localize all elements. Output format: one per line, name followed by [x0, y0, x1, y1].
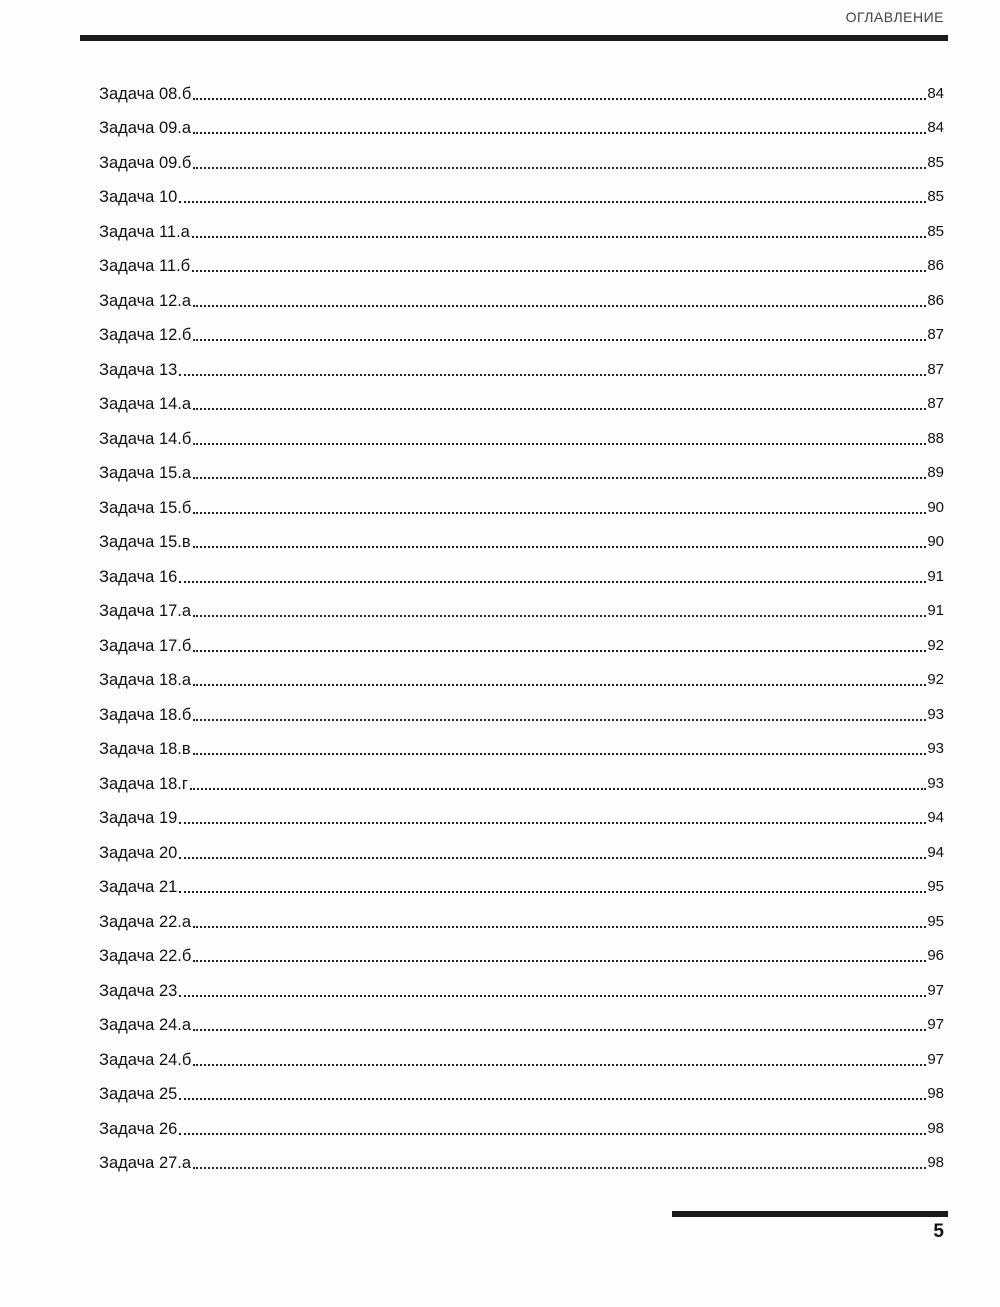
toc-entry[interactable]	[99, 897, 944, 932]
toc-entry-page: 97	[927, 1016, 944, 1033]
toc-dot-leader	[193, 305, 926, 307]
toc-dot-leader	[193, 443, 926, 445]
toc-dot-leader	[179, 374, 926, 376]
toc-entry-page: 97	[927, 981, 944, 999]
toc-dot-leader	[193, 408, 926, 410]
toc-dot-leader	[193, 477, 926, 479]
toc-dot-leader	[179, 995, 926, 997]
toc-entry-title: Задача 24.б	[99, 1050, 192, 1069]
toc-entry-title: Задача 08.б	[99, 84, 192, 103]
toc-entry-page: 84	[927, 84, 944, 102]
toc-entry-page: 95	[927, 912, 944, 930]
toc-entry[interactable]	[99, 1035, 944, 1070]
toc-entry-page: 90	[927, 498, 944, 516]
toc-dot-leader	[193, 753, 927, 755]
toc-entry-title: Задача 11.б	[99, 257, 191, 275]
footer-rule	[672, 1211, 948, 1217]
toc-entry-title: Задача 15.б	[99, 498, 192, 517]
page-number: 5	[933, 1221, 944, 1242]
toc-entry-title: Задача 12.а	[99, 291, 192, 310]
toc-dot-leader	[193, 926, 926, 928]
toc-entry-page: 92	[927, 636, 944, 654]
toc-entry-title: Задача 16	[99, 567, 178, 586]
toc-entry[interactable]	[99, 345, 944, 380]
toc-entry-page: 87	[927, 360, 944, 378]
toc-dot-leader	[179, 857, 926, 859]
toc-entry-title: Задача 19	[99, 809, 178, 827]
toc-entry-title: Задача 15.а	[99, 464, 192, 482]
toc-dot-leader	[179, 1098, 926, 1100]
running-header: ОГЛАВЛЕНИЕ	[845, 9, 944, 25]
toc-dot-leader	[193, 615, 926, 617]
toc-entry-page: 91	[927, 567, 944, 585]
header-rule	[80, 35, 948, 41]
toc-entry-page: 98	[927, 1085, 944, 1102]
toc-entry[interactable]	[99, 828, 944, 863]
toc-dot-leader	[193, 339, 926, 341]
toc-dot-leader	[193, 546, 927, 548]
toc-entry-page: 87	[927, 395, 944, 412]
toc-entry[interactable]	[99, 587, 944, 622]
toc-entry[interactable]	[99, 242, 944, 277]
toc-dot-leader	[179, 581, 926, 583]
toc-entry-title: Задача 18.в	[99, 740, 191, 758]
toc-entry[interactable]	[99, 690, 944, 725]
toc-entry-title: Задача 12.б	[99, 326, 192, 344]
toc-entry-page: 98	[927, 1154, 944, 1171]
toc-dot-leader	[193, 512, 926, 514]
toc-entry-page: 87	[927, 326, 944, 343]
toc-entry-title: Задача 11.а	[99, 222, 190, 241]
toc-dot-leader	[179, 1133, 926, 1135]
toc-entry-page: 84	[927, 119, 944, 136]
toc-entry-title: Задача 18.а	[99, 671, 192, 689]
toc-entry-title: Задача 26	[99, 1119, 178, 1138]
toc-dot-leader	[192, 270, 926, 272]
toc-entry[interactable]	[99, 552, 944, 587]
toc-entry[interactable]	[99, 483, 944, 518]
toc-entry[interactable]	[99, 414, 944, 449]
toc-entry-page: 94	[927, 809, 944, 826]
toc-entry[interactable]	[99, 1001, 944, 1036]
toc-entry-page: 86	[927, 291, 944, 309]
toc-entry-title: Задача 18.б	[99, 705, 192, 724]
toc-entry-page: 97	[927, 1050, 944, 1068]
toc-dot-leader	[193, 684, 926, 686]
toc-entry[interactable]	[99, 311, 944, 346]
toc-entry[interactable]	[99, 932, 944, 967]
toc-entry[interactable]	[99, 518, 944, 553]
toc-entry-page: 96	[927, 947, 944, 964]
toc-entry-page: 93	[927, 740, 944, 757]
toc-entry-title: Задача 22.а	[99, 912, 192, 931]
toc-entry[interactable]	[99, 794, 944, 829]
toc-entry-page: 91	[927, 602, 944, 619]
toc-entry-page: 93	[927, 774, 944, 792]
toc-entry[interactable]	[99, 863, 944, 898]
table-of-contents	[99, 69, 944, 1173]
toc-dot-leader	[193, 167, 926, 169]
toc-entry-title: Задача 24.а	[99, 1016, 192, 1034]
toc-entry-page: 85	[927, 188, 944, 205]
toc-entry-title: Задача 15.в	[99, 533, 191, 551]
toc-entry-title: Задача 17.б	[99, 636, 192, 655]
toc-dot-leader	[193, 650, 926, 652]
toc-entry-page: 86	[927, 257, 944, 274]
toc-entry-title: Задача 09.а	[99, 119, 192, 137]
toc-entry[interactable]	[99, 380, 944, 415]
toc-dot-leader	[193, 1064, 926, 1066]
toc-entry[interactable]	[99, 449, 944, 484]
toc-entry-page: 94	[927, 843, 944, 861]
toc-entry-title: Задача 21	[99, 878, 178, 896]
toc-dot-leader	[193, 1029, 926, 1031]
toc-entry-title: Задача 23	[99, 981, 178, 1000]
toc-entry[interactable]	[99, 621, 944, 656]
toc-dot-leader	[193, 1167, 926, 1169]
toc-entry[interactable]	[99, 138, 944, 173]
toc-entry-page: 98	[927, 1119, 944, 1137]
toc-entry-page: 85	[927, 153, 944, 171]
toc-entry[interactable]	[99, 759, 944, 794]
toc-entry-page: 92	[927, 671, 944, 688]
toc-entry-title: Задача 17.а	[99, 602, 192, 620]
toc-entry-title: Задача 14.а	[99, 395, 192, 413]
toc-entry-title: Задача 10	[99, 188, 178, 206]
toc-entry[interactable]	[99, 1139, 944, 1174]
toc-entry-title: Задача 20	[99, 843, 178, 862]
toc-entry[interactable]	[99, 69, 944, 104]
toc-entry-title: Задача 27.а	[99, 1154, 192, 1172]
toc-entry-page: 90	[927, 533, 944, 550]
toc-dot-leader	[193, 960, 926, 962]
toc-entry-page: 93	[927, 705, 944, 723]
toc-entry[interactable]	[99, 276, 944, 311]
toc-entry[interactable]	[99, 1104, 944, 1139]
toc-entry-page: 88	[927, 429, 944, 447]
toc-entry[interactable]	[99, 966, 944, 1001]
toc-entry-title: Задача 14.б	[99, 429, 192, 448]
toc-entry[interactable]	[99, 656, 944, 691]
toc-dot-leader	[193, 98, 926, 100]
toc-entry-page: 85	[927, 222, 944, 240]
toc-entry-title: Задача 09.б	[99, 153, 192, 172]
toc-entry-page: 95	[927, 878, 944, 895]
toc-entry[interactable]	[99, 1070, 944, 1105]
toc-entry-title: Задача 18.г	[99, 774, 188, 793]
toc-entry[interactable]	[99, 104, 944, 139]
toc-dot-leader	[179, 891, 926, 893]
toc-entry-title: Задача 25	[99, 1085, 178, 1103]
toc-dot-leader	[179, 822, 926, 824]
toc-dot-leader	[192, 236, 926, 238]
toc-entry-title: Задача 22.б	[99, 947, 192, 965]
toc-entry[interactable]	[99, 207, 944, 242]
toc-entry-title: Задача 13	[99, 360, 178, 379]
toc-dot-leader	[190, 788, 926, 790]
toc-dot-leader	[193, 719, 926, 721]
toc-entry[interactable]	[99, 173, 944, 208]
toc-dot-leader	[179, 201, 926, 203]
toc-entry[interactable]	[99, 725, 944, 760]
toc-dot-leader	[193, 132, 926, 134]
toc-entry-page: 89	[927, 464, 944, 481]
